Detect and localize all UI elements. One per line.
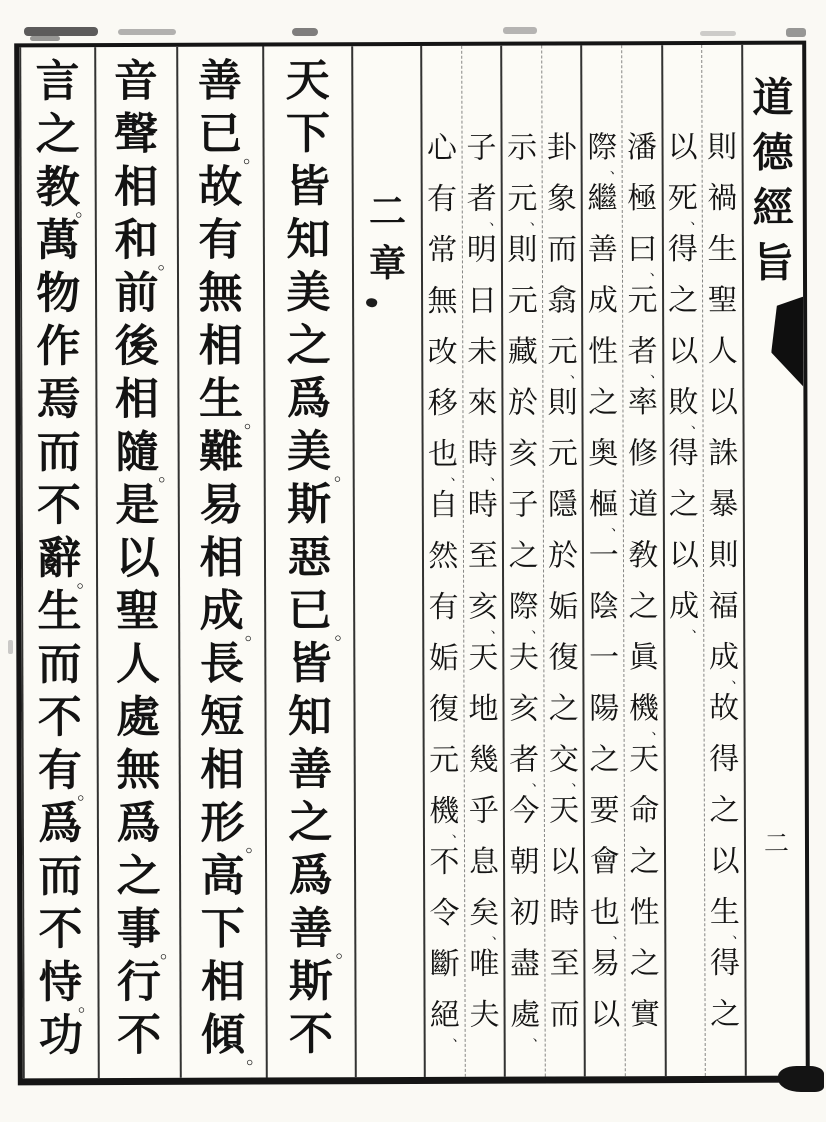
glyph: 長 [199, 638, 245, 690]
reading-mark: 、 [529, 212, 544, 229]
reading-mark: 。 [333, 463, 354, 486]
glyph: 之 [116, 850, 161, 903]
glyph: 不 [36, 480, 82, 532]
glyph: 萬 [36, 215, 81, 267]
reading-mark: 、 [451, 824, 466, 841]
glyph: 知 [286, 214, 331, 266]
glyph: 成 [587, 283, 618, 319]
glyph: 行 [116, 956, 162, 1009]
book-title [743, 45, 803, 291]
glyph: 章 [369, 241, 407, 286]
glyph: 機 、 [628, 691, 666, 739]
glyph: 之 [629, 946, 660, 982]
glyph: 亥 [508, 436, 539, 472]
scan-smudge [8, 640, 13, 654]
reading-mark: 、 [612, 926, 627, 943]
glyph: 者 、 [466, 181, 504, 229]
glyph: 則 [708, 537, 739, 573]
glyph: 物 [36, 268, 81, 320]
glyph: 盡 [509, 946, 541, 982]
glyph: 之 [710, 996, 741, 1032]
glyph: 際 、 [587, 130, 624, 178]
glyph: 復 [548, 640, 579, 676]
glyph: 以 [709, 843, 740, 879]
glyph: 然 [428, 538, 459, 574]
reading-mark: 。 [157, 251, 177, 274]
glyph: 善 。 [288, 903, 355, 963]
glyph: 二 [368, 189, 407, 234]
glyph: 卦 [546, 130, 577, 166]
glyph: 焉 [36, 374, 81, 426]
glyph: 也 、 [589, 895, 627, 943]
glyph: 斯 [288, 956, 333, 1008]
glyph: 善 [587, 232, 618, 268]
glyph: 得 [709, 741, 740, 777]
glyph: 成 、 [708, 639, 746, 687]
glyph: 福 [708, 588, 739, 624]
main-text-column-4 [19, 47, 97, 1078]
glyph: 下 [285, 108, 331, 160]
glyph: 朝 [509, 844, 540, 880]
glyph: 敎 [628, 538, 659, 574]
glyph: 元 、 [507, 181, 544, 229]
glyph: 天 [468, 640, 499, 676]
glyph: 道 [628, 487, 659, 523]
glyph: 下 [200, 903, 245, 955]
reading-mark: 。 [76, 570, 96, 593]
glyph: 生 。 [198, 373, 264, 433]
glyph: 善 [197, 55, 242, 107]
glyph: 來 [467, 385, 498, 421]
glyph: 音 [113, 55, 158, 108]
glyph: 實 [629, 997, 661, 1033]
chapter-heading-column [351, 46, 423, 1077]
glyph: 之 [668, 282, 699, 319]
glyph: 之 [588, 385, 619, 421]
glyph: 心 [426, 130, 457, 166]
glyph: 以 [668, 537, 700, 574]
commentary-subcolumn-left [583, 45, 625, 1076]
glyph: 會 [589, 844, 620, 880]
glyph: 相 [199, 532, 244, 584]
scan-smudge [786, 28, 806, 37]
glyph: 隱 [547, 487, 579, 523]
reading-mark: 。 [243, 145, 263, 168]
glyph: 聖 [707, 282, 738, 318]
scan-smudge [118, 29, 176, 35]
glyph: 夫 [469, 997, 500, 1033]
scan-smudge [24, 27, 98, 36]
glyph: 極 [627, 181, 658, 217]
commentary-subcolumn-right [701, 45, 747, 1076]
glyph: 恃 。 [38, 957, 98, 1017]
reading-mark: 。 [243, 410, 264, 433]
commentary-subcolumn-left [663, 45, 705, 1076]
main-text-column-2 [176, 47, 266, 1078]
glyph: 繼 [587, 181, 618, 217]
glyph: 美 [286, 267, 331, 319]
commentary-column-4 [420, 46, 504, 1077]
glyph: 成 、 [669, 588, 706, 637]
reading-mark: 、 [450, 467, 465, 484]
glyph: 際 、 [508, 589, 546, 637]
glyph: 姤 [548, 589, 579, 625]
glyph: 絕 、 [429, 997, 467, 1045]
commentary-column-3 [500, 45, 584, 1076]
glyph: 爲 [38, 798, 83, 850]
glyph: 生 、 [709, 894, 747, 942]
glyph: 而 [38, 851, 83, 903]
glyph: 功 [38, 1010, 83, 1062]
glyph: 性 [587, 334, 619, 370]
glyph: 爲 [116, 797, 161, 850]
glyph: 以 [668, 333, 699, 370]
reading-mark: 、 [490, 620, 505, 637]
chapter-heading [353, 46, 421, 289]
reading-mark: 。 [159, 940, 180, 963]
glyph: 已 。 [197, 108, 263, 168]
glyph: 難 [199, 426, 244, 478]
glyph: 惡 [287, 532, 332, 584]
reading-mark: 、 [489, 467, 504, 484]
glyph: 地 [468, 691, 499, 727]
glyph: 作 [36, 321, 81, 373]
glyph: 和 。 [114, 214, 177, 274]
glyph: 以 [667, 130, 698, 166]
glyph: 得 [668, 435, 699, 472]
glyph: 有 [198, 214, 243, 266]
glyph: 機 、 [429, 793, 466, 841]
glyph: 言 [35, 56, 80, 108]
glyph: 移 [427, 385, 458, 421]
reading-mark: 、 [531, 620, 546, 637]
glyph: 於 [507, 385, 539, 421]
glyph: 自 [428, 487, 459, 523]
reading-mark: 、 [531, 773, 546, 790]
glyph: 以 [115, 532, 160, 585]
reading-mark: 、 [690, 415, 705, 433]
glyph: 陽 [589, 691, 620, 727]
reading-mark: 。 [158, 463, 178, 486]
glyph: 而 [547, 232, 578, 268]
commentary-subcolumn-left [502, 46, 547, 1077]
reading-mark: 、 [651, 722, 666, 739]
glyph: 元 [547, 436, 578, 472]
glyph: 今 [509, 793, 540, 829]
glyph: 性 [629, 895, 660, 931]
glyph: 乎 [468, 793, 499, 829]
reading-mark: 、 [609, 161, 624, 178]
glyph: 後 [114, 320, 159, 373]
glyph: 率 [627, 385, 658, 421]
glyph: 於 [548, 538, 579, 574]
reading-mark: 、 [452, 1028, 467, 1045]
glyph: 高 [200, 850, 245, 902]
glyph: 則 [707, 129, 738, 165]
glyph: 不 [37, 692, 82, 744]
glyph: 暴 [708, 486, 739, 522]
glyph: 元 [429, 742, 460, 778]
glyph: 姤 [428, 640, 459, 676]
glyph: 之 [288, 797, 333, 849]
glyph: 易 [590, 946, 621, 982]
glyph: 不 [288, 1009, 334, 1061]
glyph: 也 、 [427, 436, 465, 484]
glyph: 唯 [469, 946, 500, 982]
glyph: 前 [114, 267, 159, 320]
glyph: 以 [590, 997, 621, 1033]
glyph: 爲 [286, 373, 331, 425]
reading-mark: 、 [532, 1028, 547, 1045]
glyph: 之 [35, 109, 80, 161]
glyph: 敗 、 [668, 384, 705, 433]
glyph: 有 [428, 589, 459, 625]
glyph: 隨 。 [115, 426, 178, 486]
glyph: 夫 [508, 640, 539, 676]
glyph: 亥 、 [468, 589, 505, 637]
glyph: 之 [589, 742, 620, 778]
reading-mark: 。 [334, 622, 354, 645]
scan-smudge [778, 1066, 824, 1092]
commentary-subcolumn-left [422, 46, 467, 1077]
glyph: 息 [468, 844, 500, 880]
glyph: 元 [627, 283, 658, 319]
glyph: 曰 、 [627, 232, 664, 280]
reading-mark: 。 [77, 994, 98, 1017]
glyph: 相 [198, 320, 243, 372]
glyph: 子 [508, 487, 539, 523]
glyph: 以 [707, 384, 739, 420]
glyph: 傾 。 [201, 1009, 266, 1069]
commentary-subcolumn-right [541, 45, 584, 1076]
reading-mark: 、 [690, 211, 705, 229]
glyph: 時 [467, 487, 498, 523]
reading-mark: 。 [75, 199, 95, 222]
glyph: 教 。 [35, 162, 95, 222]
reading-mark: 。 [77, 782, 97, 805]
glyph: 斷 [429, 946, 460, 982]
glyph: 者 、 [627, 334, 665, 382]
glyph: 一 [588, 538, 619, 574]
glyph: 至 [467, 538, 499, 574]
glyph: 眞 [628, 640, 659, 676]
glyph: 元 [507, 283, 538, 319]
reading-mark: 、 [732, 925, 747, 942]
glyph: 奥 [588, 436, 619, 472]
glyph: 者 、 [509, 742, 546, 790]
glyph: 短 [200, 691, 245, 743]
reading-mark: 。 [335, 940, 355, 963]
glyph: 之 [629, 844, 660, 880]
glyph: 時 、 [467, 436, 504, 484]
glyph: 旨 [752, 238, 794, 287]
glyph: 象 [546, 181, 577, 217]
glyph: 形 。 [200, 797, 265, 857]
glyph: 天 [548, 793, 580, 829]
glyph: 得 [709, 945, 741, 981]
glyph: 復 [428, 691, 459, 727]
commentary-column-1 [661, 45, 745, 1076]
glyph: 之 [709, 792, 740, 828]
glyph: 日 [466, 283, 498, 319]
scan-smudge [503, 27, 537, 34]
glyph: 修 [627, 436, 659, 472]
glyph: 美 。 [286, 426, 354, 486]
scan-smudge [292, 28, 318, 36]
glyph: 則 [547, 385, 578, 421]
glyph: 元 、 [547, 334, 584, 382]
glyph: 聲 [113, 108, 159, 161]
glyph: 天 [629, 742, 660, 778]
main-text-column-3 [94, 47, 180, 1078]
glyph: 禍 [707, 180, 738, 216]
glyph: 陰 [588, 589, 619, 625]
glyph: 不 [429, 844, 460, 880]
glyph: 命 [629, 793, 660, 829]
scan-smudge [700, 31, 736, 36]
glyph: 之 [286, 320, 331, 372]
glyph: 無 [427, 283, 458, 319]
glyph: 皆 [287, 638, 332, 690]
glyph: 而 [36, 427, 81, 479]
glyph: 而 [549, 997, 580, 1033]
glyph: 樞 、 [588, 487, 625, 535]
glyph: 誅 [708, 435, 739, 471]
reading-mark: 、 [489, 212, 504, 229]
reading-mark: 、 [731, 670, 746, 687]
glyph: 令 [429, 895, 460, 931]
glyph: 則 [507, 232, 538, 268]
glyph: 至 [549, 946, 580, 982]
glyph: 翕 [547, 283, 578, 319]
glyph: 辭 。 [37, 533, 96, 593]
reading-mark: 、 [569, 365, 584, 382]
glyph: 藏 [507, 334, 538, 370]
glyph: 之 [628, 589, 659, 625]
scan-smudge [30, 36, 60, 41]
glyph: 相 [114, 161, 159, 214]
reading-mark: 、 [649, 263, 664, 280]
glyph: 得 [667, 232, 698, 268]
glyph: 經 [752, 183, 794, 232]
glyph: 是 [115, 479, 160, 532]
glyph: 亥 [509, 691, 540, 727]
corner-tab-marker [771, 297, 803, 387]
glyph: 生 [707, 231, 738, 267]
reading-mark: 。 [246, 1046, 266, 1069]
glyph: 處 [115, 691, 161, 744]
glyph: 處 、 [510, 997, 547, 1045]
page-frame [14, 41, 810, 1086]
glyph: 無 [198, 267, 243, 319]
glyph: 一 [589, 640, 620, 676]
title-column [741, 45, 806, 1076]
glyph: 有 [427, 181, 458, 217]
reading-mark: 、 [649, 365, 665, 382]
reading-mark: 。 [244, 622, 264, 645]
glyph: 無 [116, 744, 161, 797]
glyph: 易 [199, 479, 244, 531]
glyph: 故 [198, 161, 243, 213]
glyph: 人 [707, 333, 738, 369]
glyph: 相 [200, 956, 246, 1008]
reading-mark: 、 [491, 926, 506, 943]
glyph: 而 [37, 639, 82, 691]
glyph: 故 [709, 690, 740, 726]
glyph: 成 。 [199, 585, 264, 645]
glyph: 天 [285, 55, 330, 107]
glyph: 之 [668, 486, 699, 523]
reading-mark: 、 [571, 773, 586, 790]
commentary-subcolumn-right [461, 46, 504, 1077]
reading-mark: 、 [691, 619, 706, 637]
glyph: 之 [548, 691, 579, 727]
reading-mark: 。 [245, 834, 265, 857]
glyph: 已 。 [287, 585, 354, 645]
glyph: 交 、 [548, 742, 586, 790]
glyph: 死 、 [667, 181, 705, 229]
glyph: 以 [549, 844, 580, 880]
glyph: 矣 、 [469, 895, 506, 943]
glyph: 改 [427, 334, 458, 370]
commentary-column-2 [581, 45, 665, 1076]
glyph: 聖 [115, 585, 160, 638]
folio-number: 二 [763, 828, 790, 858]
reading-mark: 、 [610, 518, 625, 535]
glyph: 善 [288, 744, 333, 796]
glyph: 相 [114, 373, 160, 426]
glyph: 生 [37, 586, 82, 638]
glyph: 斯 [287, 479, 332, 531]
glyph: 時 [549, 895, 580, 931]
glyph: 事 。 [116, 903, 180, 963]
glyph: 子 [466, 130, 497, 166]
glyph: 相 [200, 744, 245, 796]
glyph: 未 [467, 334, 498, 370]
glyph: 之 [508, 538, 539, 574]
glyph: 潘 [626, 130, 657, 166]
glyph: 不 [117, 1009, 162, 1062]
glyph: 明 [466, 232, 497, 268]
glyph: 要 [589, 793, 620, 829]
glyph: 德 [752, 128, 794, 177]
main-text-column-1 [262, 46, 355, 1077]
glyph: 初 [509, 895, 540, 931]
glyph: 示 [507, 130, 538, 166]
glyph: 知 [287, 691, 333, 743]
glyph: 爲 [288, 850, 333, 902]
glyph: 人 [115, 638, 160, 691]
glyph: 道 [752, 73, 794, 122]
glyph: 有 。 [37, 745, 97, 805]
ink-smudge [365, 297, 378, 309]
glyph: 不 [38, 904, 83, 956]
commentary-subcolumn-right [621, 45, 664, 1076]
glyph: 常 [427, 232, 458, 268]
glyph: 皆 [286, 161, 331, 213]
glyph: 幾 [468, 742, 499, 778]
